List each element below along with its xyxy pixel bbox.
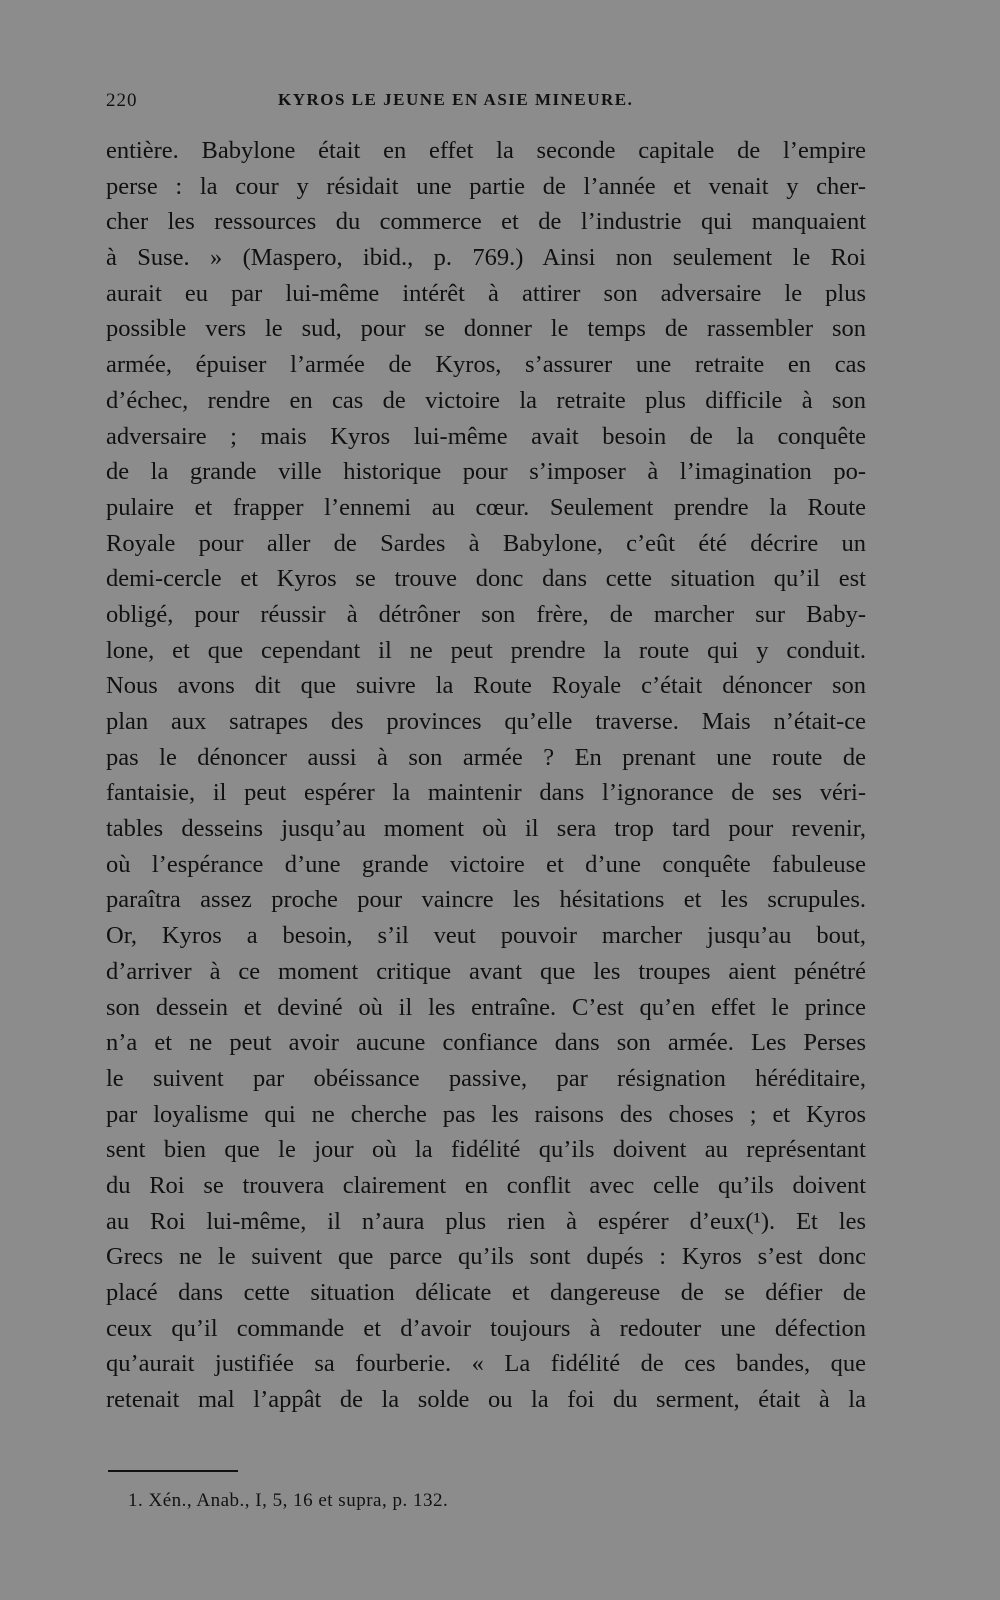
- text-line: pas le dénoncer aussi à son armée ? En prenant une route de: [106, 743, 866, 771]
- text-line: paraîtra assez proche pour vaincre les hésitations et les scrupules.: [106, 886, 866, 914]
- text-line: tables desseins jusqu’au moment où il sera trop tard pour revenir,: [106, 815, 866, 843]
- footnote-separator: [108, 1470, 238, 1472]
- text-line: lone, et que cependant il ne peut prendre la route qui y conduit.: [106, 636, 866, 664]
- text-line: Or, Kyros a besoin, s’il veut pouvoir marcher jusqu’au bout,: [106, 922, 866, 950]
- text-line: adversaire ; mais Kyros lui-même avait besoin de la conquête: [106, 422, 866, 450]
- text-line: de la grande ville historique pour s’imposer à l’imagination po-: [106, 458, 866, 486]
- text-line: obligé, pour réussir à détrôner son frère, de marcher sur Baby-: [106, 600, 866, 628]
- text-line: d’arriver à ce moment critique avant que les troupes aient pénétré: [106, 957, 866, 985]
- text-line: fantaisie, il peut espérer la maintenir dans l’ignorance de ses véri-: [106, 779, 866, 807]
- text-line: au Roi lui-même, il n’aura plus rien à espérer d’eux(¹). Et les: [106, 1207, 866, 1235]
- text-line: sent bien que le jour où la fidélité qu’ils doivent au représentant: [106, 1136, 866, 1164]
- text-line: entière. Babylone était en effet la seconde capitale de l’empire: [106, 137, 866, 164]
- text-line: armée, épuiser l’armée de Kyros, s’assurer une retraite en cas: [106, 351, 866, 379]
- text-line: à Suse. » (Maspero, ibid., p. 769.) Ainsi non seulement le Roi: [106, 244, 866, 272]
- page-header: [106, 88, 866, 118]
- text-line: d’échec, rendre en cas de victoire la retraite plus difficile à son: [106, 386, 866, 414]
- text-line: où l’espérance d’une grande victoire et d’une conquête fabuleuse: [106, 850, 866, 878]
- text-line: son dessein et deviné où il les entraîne. C’est qu’en effet le prince: [106, 993, 866, 1021]
- body-text: [106, 133, 866, 1418]
- text-line: pulaire et frapper l’ennemi au cœur. Seulement prendre la Route: [106, 493, 866, 521]
- text-line: possible vers le sud, pour se donner le temps de rassembler son: [106, 315, 866, 343]
- page-number: 220: [106, 90, 138, 111]
- text-line: qu’aurait justifiée sa fourberie. « La fidélité de ces bandes, que: [106, 1350, 866, 1378]
- text-line: par loyalisme qui ne cherche pas les raisons des choses ; et Kyros: [106, 1100, 866, 1128]
- text-line: placé dans cette situation délicate et dangereuse de se défier de: [106, 1279, 866, 1306]
- text-line: le suivent par obéissance passive, par résignation héréditaire,: [106, 1064, 866, 1092]
- text-line: perse : la cour y résidait une partie de l’année et venait y cher-: [106, 172, 866, 200]
- text-line: demi-cercle et Kyros se trouve donc dans cette situation qu’il est: [106, 565, 866, 593]
- running-title: KYROS LE JEUNE EN ASIE MINEURE.: [278, 90, 634, 109]
- text-line: n’a et ne peut avoir aucune confiance dans son armée. Les Perses: [106, 1029, 866, 1057]
- footnote: 1. Xén., Anab., I, 5, 16 et supra, p. 132.: [128, 1490, 449, 1511]
- text-line: plan aux satrapes des provinces qu’elle traverse. Mais n’était-ce: [106, 708, 866, 735]
- text-line: cher les ressources du commerce et de l’industrie qui manquaient: [106, 208, 866, 236]
- text-line: du Roi se trouvera clairement en conflit avec celle qu’ils doivent: [106, 1171, 866, 1199]
- text-line: aurait eu par lui-même intérêt à attirer son adversaire le plus: [106, 279, 866, 307]
- text-line: Royale pour aller de Sardes à Babylone, c’eût été décrire un: [106, 529, 866, 557]
- text-line: ceux qu’il commande et d’avoir toujours à redouter une défection: [106, 1314, 866, 1342]
- text-line: Grecs ne le suivent que parce qu’ils sont dupés : Kyros s’est donc: [106, 1243, 866, 1271]
- text-line: Nous avons dit que suivre la Route Royale c’était dénoncer son: [106, 672, 866, 700]
- text-line: retenait mal l’appât de la solde ou la foi du serment, était à la: [106, 1386, 866, 1414]
